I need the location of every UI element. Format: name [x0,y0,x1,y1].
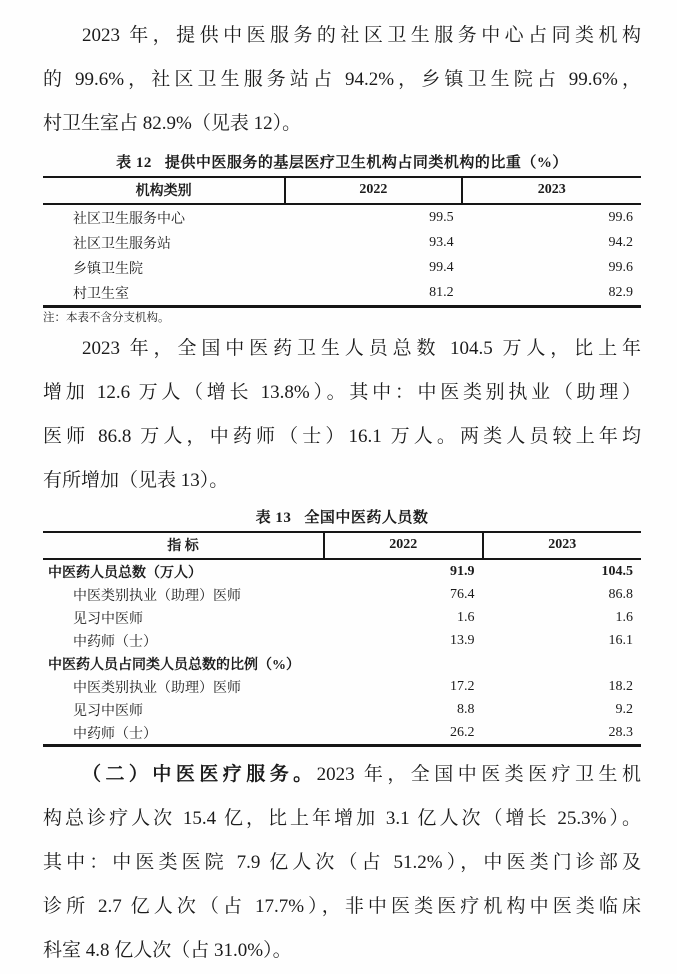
row-value-2023 [483,652,641,675]
paragraph-line: 2023 年，全国中医药卫生人员总数 104.5 万人，比上年 [82,338,641,359]
table12-title [43,153,641,173]
table-row [43,606,641,629]
paragraph-line: 2023 年，提供中医服务的社区卫生服务中心占同类机构 [82,25,641,46]
row-value-2022: 99.5 [429,209,454,225]
paragraph-tcm-grassroots-coverage [43,14,641,146]
row-value-2022: 91.9 [450,563,475,579]
table12 [43,176,641,308]
paragraph-line: 村卫生室占 82.9%（见表 12）。 [43,113,302,134]
paragraph-line: 有所增加（见表 13）。 [43,470,229,491]
row-value-2022: 8.8 [457,701,475,717]
paragraph-line: 科室 4.8 亿人次（占 31.0%）。 [43,940,292,961]
table-row [43,721,641,746]
paragraph-line: 的 99.6%，社区卫生服务站占 94.2%，乡镇卫生院占 99.6%， [43,69,641,90]
table12-header-category: 机构类别 [43,177,285,204]
row-label: 中医药人员占同类人员总数的比例（%） [48,657,300,673]
paragraph-line: 构总诊疗人次 15.4 亿，比上年增加 3.1 亿人次（增长 25.3%）。 [43,808,641,829]
row-value-2023: 86.8 [608,586,633,602]
row-label: 见习中医师 [73,611,143,627]
table13-number: 表 13 [255,510,292,526]
row-value-2023: 1.6 [615,609,633,625]
row-value-2022: 99.4 [429,259,454,275]
table-row [43,675,641,698]
table-row [43,204,641,230]
paragraph-line: 诊所 2.7 亿人次（占 17.7%），非中医类医疗机构中医类临床 [43,896,641,917]
row-value-2022: 81.2 [285,280,461,307]
table13 [43,531,641,747]
table13-header-row [43,532,641,559]
table12-footnote: 注：本表不含分支机构。 [43,312,170,324]
table12-caption: 提供中医服务的基层医疗卫生机构占同类机构的比重（%） [164,155,568,171]
table12-header-row [43,177,641,204]
paragraph-line [43,753,641,797]
paragraph-line: 增加 12.6 万人（增长 13.8%）。其中：中医类别执业（助理） [43,382,641,403]
table13-header-2023: 2023 [483,532,641,559]
table13-header-2022: 2022 [324,532,482,559]
table-row-ratio-section [43,652,641,675]
table13-title [43,508,641,528]
row-value-2023: 99.6 [608,209,633,225]
table-row-total [43,559,641,583]
paragraph-line: 医师 86.8 万人，中药师（士）16.1 万人。两类人员较上年均 [43,426,641,447]
row-value-2023: 18.2 [608,678,633,694]
table-row [43,698,641,721]
paragraph-tcm-medical-services [43,753,641,973]
row-value-2022 [324,652,482,675]
row-label: 中医类别执业（助理）医师 [73,588,241,604]
paragraph-tcm-personnel [43,327,641,503]
row-label: 社区卫生服务中心 [73,211,185,227]
table12-number: 表 12 [116,155,152,171]
section-heading-bold: （二）中医医疗服务。 [82,764,317,785]
row-value-2022: 93.4 [429,234,454,250]
row-label: 中药师（士） [43,721,324,746]
table13-caption: 全国中医药人员数 [304,510,429,526]
row-value-2022: 13.9 [450,632,475,648]
row-label: 中药师（士） [73,634,157,650]
row-value-2023: 28.3 [483,721,641,746]
row-value-2022: 1.6 [457,609,475,625]
table-row [43,255,641,280]
paragraph-line: 其中：中医类医院 7.9 亿人次（占 51.2%），中医类门诊部及 [43,852,641,873]
table-row [43,280,641,307]
table13-header-indicator: 指 标 [43,532,324,559]
row-value-2023: 99.6 [608,259,633,275]
paragraph-line-text: 2023 年，全国中医类医疗卫生机 [316,764,641,785]
row-value-2022: 17.2 [450,678,475,694]
row-value-2023: 82.9 [462,280,641,307]
table-row [43,629,641,652]
row-value-2023: 16.1 [608,632,633,648]
row-value-2023: 9.2 [615,701,633,717]
table12-header-2022: 2022 [285,177,461,204]
row-label: 中医药人员总数（万人） [48,565,202,581]
row-label: 中医类别执业（助理）医师 [73,680,241,696]
row-value-2022: 76.4 [450,586,475,602]
row-value-2023: 94.2 [608,234,633,250]
row-value-2022: 26.2 [324,721,482,746]
row-label: 社区卫生服务站 [73,236,171,252]
row-label: 乡镇卫生院 [73,261,143,277]
row-label: 村卫生室 [43,280,285,307]
table-row [43,583,641,606]
row-label: 见习中医师 [73,703,143,719]
row-value-2023: 104.5 [601,563,633,579]
table-row [43,230,641,255]
table12-header-2023: 2023 [462,177,641,204]
